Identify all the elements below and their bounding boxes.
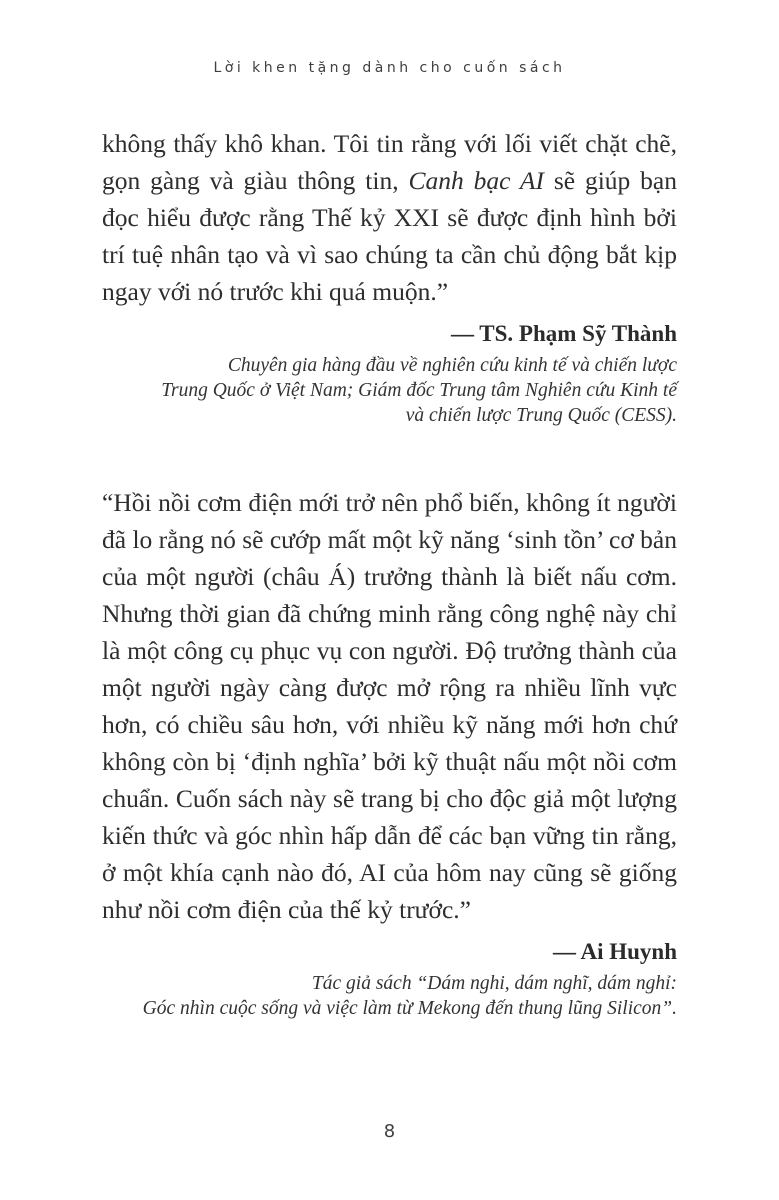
- credit-line: Trung Quốc ở Việt Nam; Giám đốc Trung tâm Nghiên cứu Kinh tế: [161, 380, 677, 401]
- quote-segment: “Hồi nồi cơm điện mới trở nên phổ biến, không ít người đã lo rằng nó sẽ cướp mất một kỹ năng ‘sinh tồn’ cơ bản của một người (châu Á) trưởng thành là biết nấu cơm. Nhưng thời gian đã chứng minh rằng công nghệ này chỉ là một công cụ phục vụ con người. Độ trưởng thành của một người ngày càng được mở rộng ra nhiều lĩnh vực hơn, có chiều sâu hơn, với nhiều kỹ năng mới hơn chứ không còn bị ‘định nghĩa’ bởi kỹ thuật nấu một nồi cơm chuẩn. Cuốn sách này sẽ trang bị cho độc giả một lượng kiến thức và góc nhìn hấp dẫn để các bạn vững tin rằng, ở một khía cạnh nào đó, AI của hôm nay cũng sẽ giống như nồi cơm điện của thế kỷ trước.”: [102, 488, 677, 924]
- book-title-inline: Canh bạc AI: [408, 166, 544, 195]
- credit-line: Chuyên gia hàng đầu về nghiên cứu kinh tế và chiến lược: [227, 355, 677, 376]
- endorsement-quote: [102, 125, 677, 310]
- page-number: 8: [383, 1121, 396, 1142]
- credit-line: Góc nhìn cuộc sống và việc làm từ Mekong đến thung lũng Silicon”.: [142, 998, 677, 1019]
- quote-segment: không thấy khô khan. Tôi tin rằng với lối viết chặt chẽ, gọn gàng và giàu thông tin,: [102, 129, 677, 195]
- credit-line: và chiến lược Trung Quốc (CESS).: [405, 405, 677, 426]
- endorsement-ai-huynh: [102, 484, 677, 1021]
- quote-segment: sẽ giúp bạn đọc hiểu được rằng Thế kỷ XXI sẽ được định hình bởi trí tuệ nhân tạo và vì sao chúng ta cần chủ động bắt kịp ngay với nó trước khi quá muộn.”: [102, 166, 678, 306]
- credit-line: Tác giả sách “Dám nghi, dám nghĩ, dám nghỉ:: [311, 973, 677, 994]
- endorsement-author-credit: [102, 971, 677, 1021]
- running-head: Lời khen tặng dành cho cuốn sách: [213, 60, 566, 76]
- endorsement-pham-sy-thanh: [102, 125, 677, 428]
- endorsement-author: — Ai Huynh: [553, 939, 677, 964]
- endorsement-author-credit: [102, 353, 677, 428]
- endorsement-author: — TS. Phạm Sỹ Thành: [450, 321, 677, 346]
- endorsement-quote: [102, 484, 677, 928]
